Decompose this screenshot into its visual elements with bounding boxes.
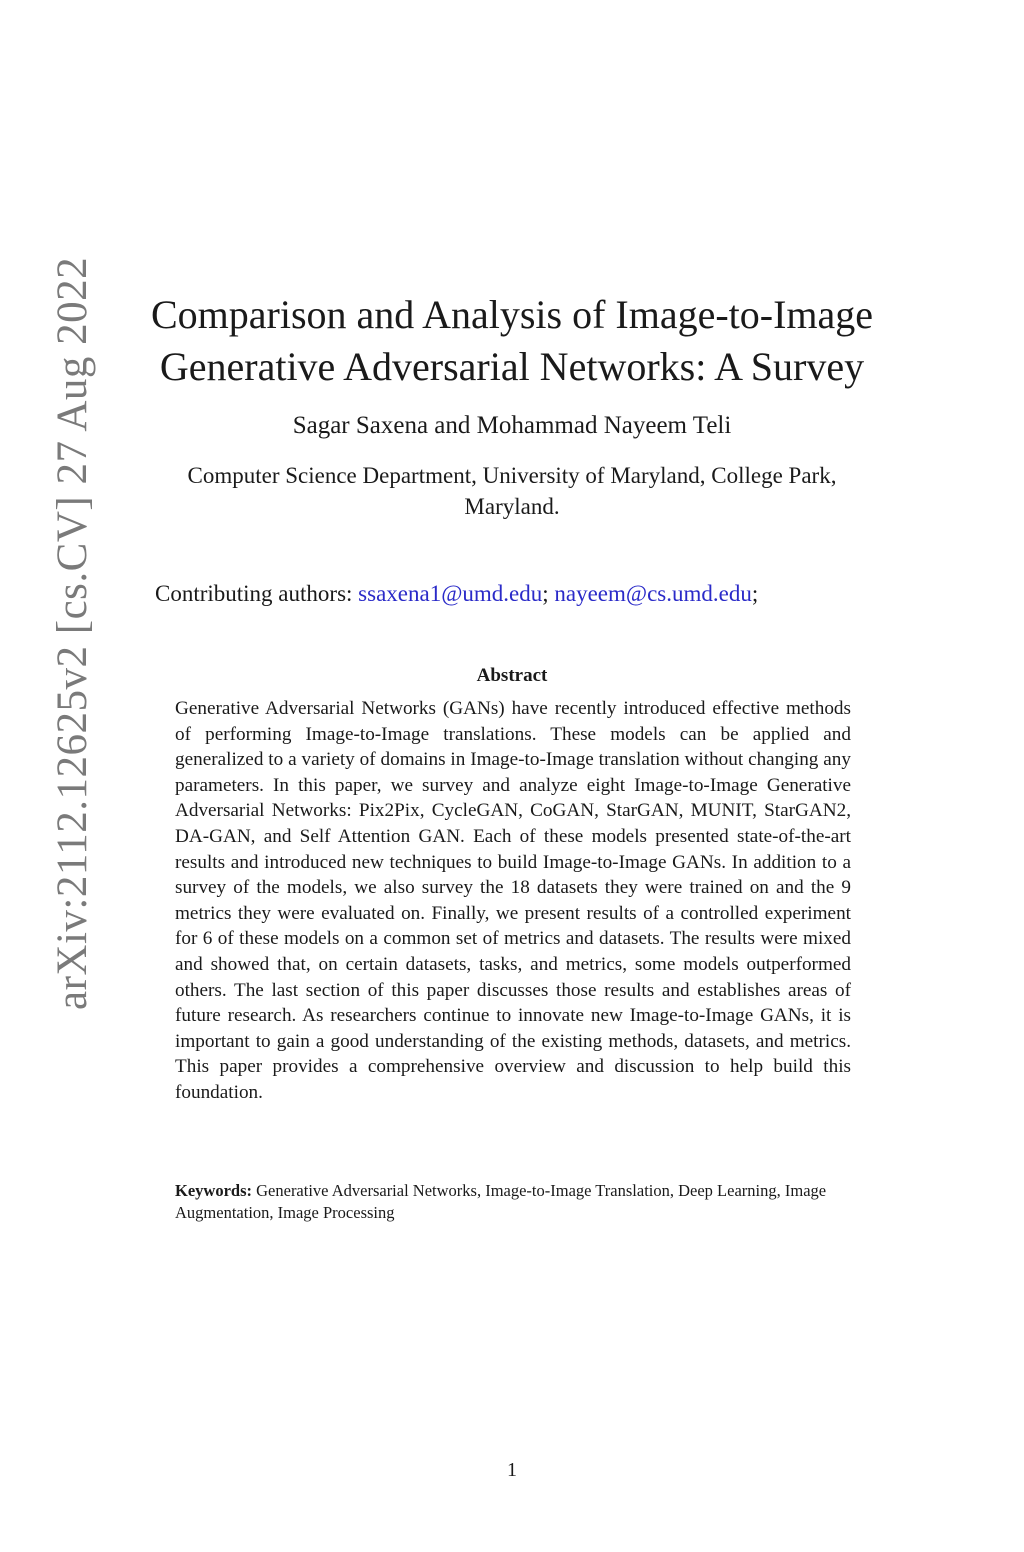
title-line-1: Comparison and Analysis of Image-to-Image (150, 291, 874, 337)
keywords-text: Generative Adversarial Networks, Image-to-Image Translation, Deep Learning, Image Augmentation, Image Processing (175, 1181, 827, 1222)
page-number: 1 (507, 1459, 517, 1481)
abstract-text: Generative Adversarial Networks (GANs) have recently introduced effective methods of performing Image-to-Image translations. These models can be applied and generalized to a variety of domains in Image-to-Image translation without changing any parameters. In this paper, we survey and analyze eight Image-to-Image Generative Adversarial Networks: Pix2Pix, CycleGAN, CoGAN, StarGAN, MUNIT, StarGAN2, DA-GAN, and Self Attention GAN. Each of these models presented state-of-the-art results and introduced new techniques to build Image-to-Image GANs. In addition to a survey of the models, we also survey the 18 datasets they were trained on and the 9 metrics they were evaluated on. Finally, we present results of a controlled experiment for 6 of these models on a common set of metrics and datasets. The results were mixed and showed that, on certain datasets, tasks, and metrics, some models outperformed others. The last section of this paper discusses those results and establishes areas of future research. As researchers continue to innovate new Image-to-Image GANs, it is important to gain a good understanding of the existing methods, datasets, and metrics. This paper provides a comprehensive overview and discussion to help build this foundation. (175, 698, 851, 1103)
contributing-authors (155, 578, 915, 610)
keywords-label: Keywords: (175, 1181, 252, 1200)
email-end-separator: ; (751, 581, 759, 606)
email-link-saxena[interactable]: ssaxena1@umd.edu (358, 581, 543, 606)
author-list: Sagar Saxena and Mohammad Nayeem Teli (292, 412, 732, 439)
arxiv-identifier-stamp (0, 0, 96, 1010)
contributing-authors-label: Contributing authors: (155, 581, 353, 606)
abstract-heading: Abstract (476, 665, 548, 686)
author-affiliation: Computer Science Department, University of Maryland, College Park, Maryland. (187, 463, 837, 519)
arxiv-stamp-text: arXiv:2112.12625v2 [cs.CV] 27 Aug 2022 (49, 256, 96, 1010)
paper-title (130, 289, 894, 393)
keywords-section (175, 1180, 851, 1224)
email-separator: ; (542, 581, 549, 606)
email-link-teli[interactable]: nayeem@cs.umd.edu (554, 581, 752, 606)
title-line-2: Generative Adversarial Networks: A Survey (159, 343, 865, 389)
